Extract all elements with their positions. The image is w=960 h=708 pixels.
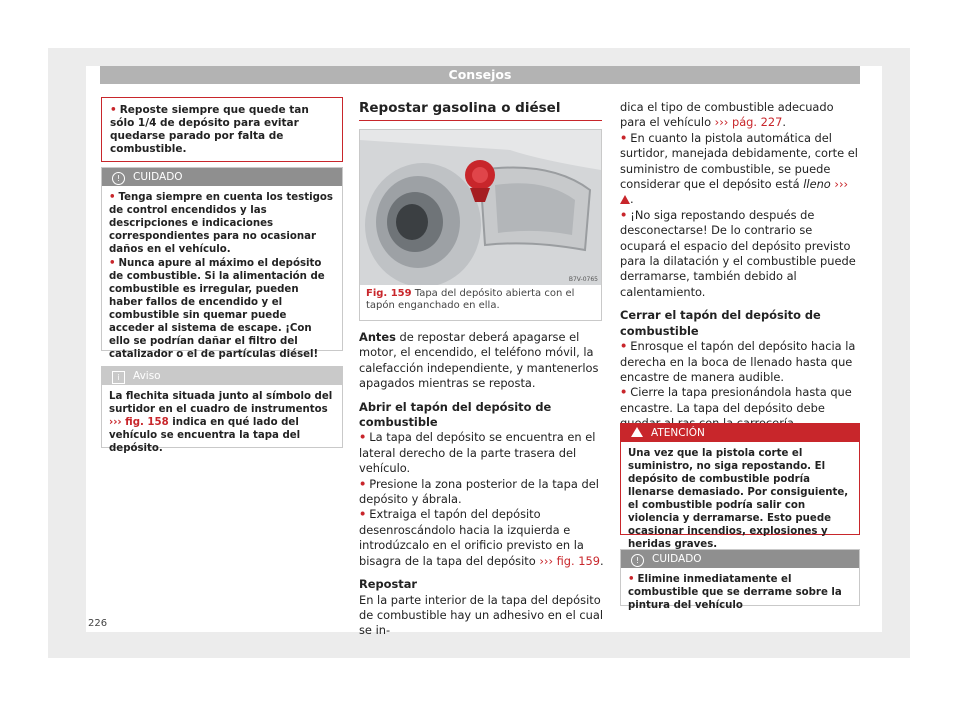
atencion-title: ATENCIÓN bbox=[651, 427, 705, 439]
atencion-box bbox=[620, 423, 860, 550]
info-circle-icon: ! bbox=[112, 172, 125, 185]
page-number: 226 bbox=[88, 618, 108, 629]
info-circle-icon: ! bbox=[631, 554, 644, 567]
cuidado-header-2: ! CUIDADO bbox=[621, 550, 859, 568]
bullet-icon: • bbox=[620, 207, 628, 222]
cuidado-title: CUIDADO bbox=[133, 171, 183, 183]
list-item: • La tapa del depósito se encuentra en el lateral derecho de la parte trasera del vehículo. bbox=[359, 430, 596, 476]
cuidado-header bbox=[102, 168, 342, 186]
heading-cerrar: Cerrar el tapón del depósito de combustible bbox=[620, 308, 821, 338]
cuidado-box-2 bbox=[620, 549, 860, 611]
fig-159-link[interactable]: fig. 159 bbox=[553, 553, 601, 568]
list-item: • En cuanto la pistola automática del surtidor, manejada debidamente, corte el suministro de combustible, se puede considerar que el depósito está lleno ››› . bbox=[620, 130, 858, 207]
tip-box bbox=[101, 97, 343, 162]
list-item: • Tenga siempre en cuenta los testigos de control encendidos y las descripciones e indicaciones correspondientes para no ocasionar daños en el vehículo. bbox=[109, 192, 333, 255]
page-227-link[interactable]: pág. 227 bbox=[728, 115, 783, 130]
fuel-door-photo bbox=[360, 130, 601, 285]
right-text bbox=[620, 100, 860, 432]
continued-paragraph: dica el tipo de combustible adecuado para el vehículo ››› pág. 227. bbox=[620, 100, 834, 130]
aviso-icon: i bbox=[112, 371, 125, 384]
bullet-icon: • bbox=[110, 104, 117, 116]
bullet-icon: • bbox=[359, 476, 367, 491]
repostar-paragraph: En la parte interior de la tapa del depósito de combustible hay un adhesivo en el cual se in- bbox=[359, 592, 603, 638]
bullet-icon: • bbox=[620, 385, 628, 400]
warning-triangle-icon bbox=[631, 427, 643, 437]
figure-caption: Fig. 159 Tapa del depósito abierta con el tapón enganchado en ella. bbox=[366, 288, 575, 311]
cuidado-body bbox=[102, 186, 342, 367]
cuidado-body-2: • Elimine inmediatamente el combustible que se derrame sobre la pintura del vehículo bbox=[628, 574, 842, 611]
bullet-icon: • bbox=[109, 192, 116, 203]
bullet-icon: • bbox=[109, 258, 116, 269]
aviso-header bbox=[102, 367, 342, 385]
warning-triangle-icon bbox=[620, 195, 630, 204]
fuel-door-illustration bbox=[360, 130, 601, 285]
aviso-title: Aviso bbox=[133, 370, 161, 382]
intro-paragraph: Antes de repostar deberá apagarse el motor, el encendido, el teléfono móvil, la calefacción independiente, y mantenerlos apagados mientras se reposta. bbox=[359, 330, 599, 391]
list-item: • Enrosque el tapón del depósito hacia la derecha en la boca de llenado hasta que encastre de manera audible. bbox=[620, 339, 856, 384]
list-item: • Extraiga el tapón del depósito desenroscándolo hacia la izquierda e introdúzcalo en el orificio previsto en la bisagra de la tapa del depósito ››› fig. 159. bbox=[359, 507, 604, 568]
list-item: • Presione la zona posterior de la tapa del depósito y ábrala. bbox=[359, 476, 599, 507]
aviso-box bbox=[101, 366, 343, 454]
list-item: • ¡No siga repostando después de desconectarse! De lo contrario se ocupará el espacio del depósito previsto para la dilatación y el combustible puede derramarse, también debido al calentamiento. bbox=[620, 207, 856, 299]
atencion-header bbox=[621, 424, 859, 442]
bullet-icon: • bbox=[359, 507, 367, 522]
bullet-icon: • bbox=[620, 130, 628, 145]
bullet-icon: • bbox=[359, 430, 367, 445]
middle-text bbox=[359, 330, 604, 639]
heading-abrir: Abrir el tapón del depósito de combustible bbox=[359, 399, 552, 430]
page-header: Consejos bbox=[100, 66, 860, 84]
heading-repostar: Repostar bbox=[359, 577, 418, 592]
aviso-body: La flechita situada junto al símbolo del surtidor en el cuadro de instrumentos ››› fig. 158 indica en qué lado del vehículo se encuentra la tapa del depósito. bbox=[109, 391, 333, 454]
cuidado-box bbox=[101, 167, 343, 360]
fig-158-link[interactable]: fig. 158 bbox=[121, 417, 169, 428]
figure-code: B7V-0765 bbox=[568, 276, 598, 283]
bullet-icon: • bbox=[628, 574, 635, 585]
section-header bbox=[359, 100, 602, 121]
tip-text: Reposte siempre que quede tan sólo 1/4 de depósito para evitar quedarse parado por falta de combustible. bbox=[110, 104, 309, 155]
bullet-icon: • bbox=[620, 339, 628, 354]
section-title: Repostar gasolina o diésel bbox=[359, 100, 602, 121]
list-item: • Cierre la tapa presionándola hasta que encastre. La tapa del depósito debe bbox=[620, 385, 852, 415]
atencion-body: Una vez que la pistola corte el suministro, no siga repostando. El depósito de combustible podría llenarse demasiado. Por consiguiente, el combustible podría salir con violencia y derramarse. Esto puede ocasionar incendios, explosiones y heridas graves. bbox=[628, 448, 849, 550]
figure-159 bbox=[359, 129, 602, 321]
list-item: • Nunca apure al máximo el depósito de combustible. Si la alimentación de combustible es irregular, pueden haber fallos de encendido y el combustible sin quemar puede acceder al sistema de escape. ¡Con ello se podrían dañar el filtro del catalizador o el de partículas diésel! bbox=[109, 258, 325, 360]
